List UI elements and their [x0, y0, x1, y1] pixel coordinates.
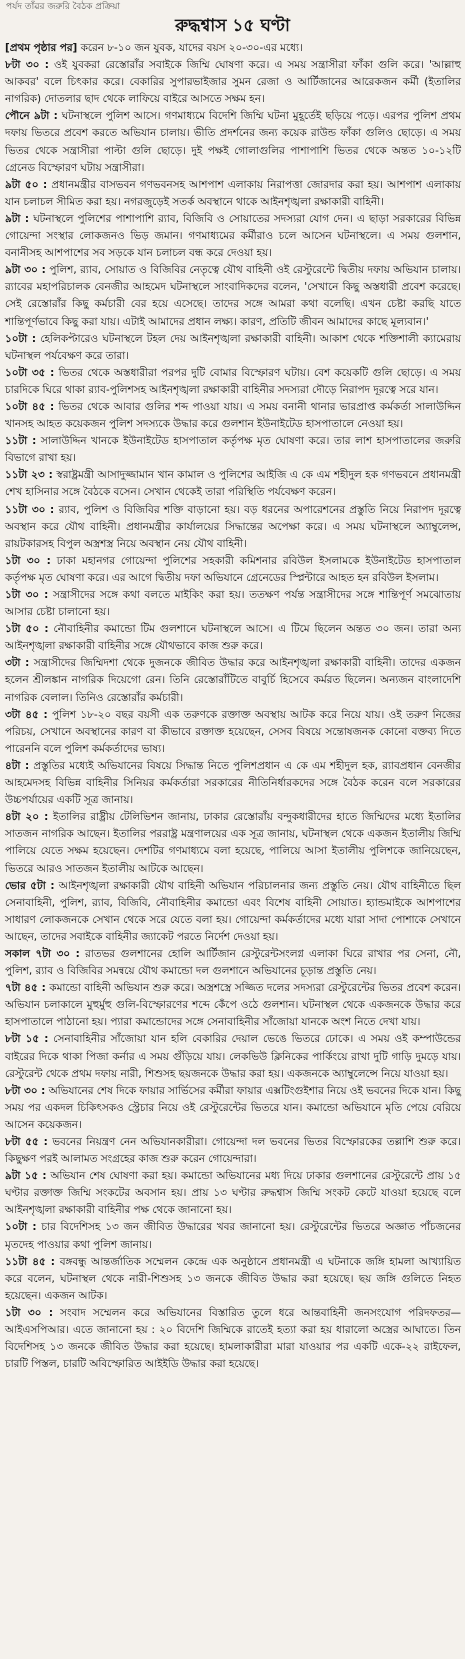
paragraph-text: সেনাবাহিনীর সাঁজোয়া যান হলি বেকারির দেয়াল ভেঙে ভিতরে ঢোকে। এ সময় ওই কম্পাউন্ডের বাইরের দিকে থাকা পিজা কর্নার এ সময় গুঁড়িয়ে যায়। লেকভিউ ক্লিনিকের পার্কিংয়ে রাখা দুটি গাড়ি দুমড়ে যায়। রেস্টুরেন্ট থেকে প্রথম দফায় নারী, শিশুসহ ছয়জনকে উদ্ধার করা হয়। একজনকে অ্যাম্বুলেন্সে নিয়ে যাওয়া হয়। — [5, 1033, 461, 1080]
article-body — [0, 40, 465, 1373]
paragraph-timestamp: ৮টা ৩০ : — [5, 1084, 46, 1097]
paragraph-text: সালাউদ্দিন খানকে ইউনাইটেড হাসপাতাল কর্তৃপক্ষ মৃত ঘোষণা করে। তার লাশ হাসপাতালের জরুরি বিভাগে রাখা হয়। — [5, 435, 461, 465]
article-paragraph — [5, 1254, 461, 1305]
article-paragraph — [5, 946, 461, 980]
article-paragraph — [5, 1134, 461, 1168]
article-paragraph — [5, 502, 461, 553]
article-paragraph — [5, 365, 461, 399]
paragraph-text: প্রধানমন্ত্রীর বাসভবন গণভবনসহ আশপাশ এলাকায় নিরাপত্তা জোরদার করা হয়। আশপাশ এলাকায় যান চলাচল সীমিত করা হয়। নগরজুড়েই সতর্ক অবস্থানে থাকে আইনশৃঙ্খলা রক্ষাকারী বাহিনী। — [5, 178, 462, 208]
paragraph-text: সন্ত্রাসীদের জিম্মিদশা থেকে দুজনকে জীবিত উদ্ধার করে আইনশৃঙ্খলা রক্ষাকারী বাহিনী। তাদের একজন হলেন শ্রীলঙ্কান নাগরিক দিয়েগো রেন। তিনি রেস্তোরাঁটিতে বাবুর্চি হিসেবে কর্মরত ছিলেন। অন্যজন বাংলাদেশি নাগরিক বেলাল। তিনিও রেস্তোরাঁর কর্মচারী। — [5, 657, 461, 704]
paragraph-timestamp: সকাল ৭টা ৩০ : — [5, 947, 80, 960]
article-paragraph — [5, 553, 461, 587]
paragraph-timestamp: ৪টা ২০ : — [5, 811, 49, 824]
paragraph-timestamp: ১টা ৩০ : — [5, 554, 51, 567]
paragraph-timestamp: পৌনে ৯টা : — [5, 110, 58, 123]
article-paragraph — [5, 57, 461, 108]
paragraph-text: আইনশৃঙ্খলা রক্ষাকারী যৌথ বাহিনী অভিযান পরিচালনার জন্য প্রস্তুতি নেয়। যৌথ বাহিনীতে ছিল সেনাবাহিনী, পুলিশ, র‍্যাব, বিজিবি, নৌবাহিনীর কমান্ডো এবং বিশেষ বাহিনী সোয়াত। হ্যান্ডমাইকে আশপাশের সাধারণ লোকজনকে সেখান থেকে সরে যেতে বলা হয়। গোয়েন্দা কর্মকর্তাদের মধ্যে যারা সাদা পোশাকে সেখানে আছেন, তাদের সবাইকে বাহিনীর জ্যাকেট পরতে নির্দেশ দেওয়া হয়। — [5, 879, 461, 943]
article-paragraph — [5, 707, 461, 758]
paragraph-text: স্বরাষ্ট্রমন্ত্রী আসাদুজ্জামান খান কামাল ও পুলিশের আইজি এ কে এম শহীদুল হক গণভবনে প্রধানমন্ত্রী শেখ হাসিনার সঙ্গে বৈঠকে বসেন। সেখান থেকেই তারা পরিস্থিতি পর্যবেক্ষণ করেন। — [5, 469, 461, 499]
headline: রুদ্ধশ্বাস ১৫ ঘণ্টা — [175, 16, 290, 36]
paragraph-text: ঘটনাস্থলে পুলিশের পাশাপাশি র‍্যাব, বিজিবি ও সোয়াতের সদস্যরা যোগ দেন। এ ছাড়া সরকারের বিভিন্ন গোয়েন্দা সংস্থার লোকজনও ভিড় জমান। গণমাধ্যমের কর্মীরাও চলে আসেন ঘটনাস্থলে। এ সময় গুলশান, বনানীসহ আশপাশের সব সড়কে যান চলাচল বন্ধ করে দেওয়া হয়। — [5, 212, 461, 260]
paragraph-timestamp: ভোর ৫টা : — [5, 879, 55, 892]
paragraph-text: ওই যুবকরা রেস্তোরাঁর সবাইকে জিম্মি ঘোষণা করে। এ সময় সন্ত্রাসীরা ফাঁকা গুলি করে। 'আল্লাহু আকবর' বলে চিৎকার করে। বেকারির সুপারভাইজার সুমন রেজা ও আর্টিজানের আরেকজন কর্মী (ইতালির নাগরিক) দোতলার ছাদ থেকে লাফিয়ে বাইরে আসতে সক্ষম হন। — [5, 59, 461, 106]
paragraph-text: ঢাকা মহানগর গোয়েন্দা পুলিশের সহকারী কমিশনার রবিউল ইসলামকে ইউনাইটেড হাসপাতাল কর্তৃপক্ষ মৃত ঘোষণা করে। এর আগে দ্বিতীয় দফা অভিযানে গ্রেনেডের স্প্লিন্টারে আহত হন রবিউল ইসলাম। — [5, 554, 461, 584]
paragraph-timestamp: ১০টা ৩৫ : — [5, 366, 55, 379]
paragraph-timestamp: ১টা ৩০ : — [5, 1306, 53, 1319]
paragraph-text: বঙ্গবন্ধু আন্তর্জাতিক সম্মেলন কেন্দ্রে এক অনুষ্ঠানে প্রধানমন্ত্রী এ ঘটনাকে জঙ্গি হামলা আখ্যায়িত করে বলেন, ঘটনাস্থল থেকে নারী-শিশুসহ ১৩ জনকে জীবিত উদ্ধার করা হয়েছে। ছয় জঙ্গি গুলিতে নিহত হয়েছেন। একজন আটক। — [5, 1255, 461, 1302]
paragraph-timestamp: ১১টা ৩০ : — [5, 503, 55, 516]
paragraph-text: পুলিশ ১৮-২০ বছর বয়সী এক তরুণকে রক্তাক্ত অবস্থায় আটক করে নিয়ে যায়। ওই তরুণ নিজের পরিচয়, সেখানে অবস্থানের কারণ বা কীভাবে রক্তাক্ত হয়েছেন, সেসব বিষয়ে সন্তোষজনক কোনো বক্তব্য দিতে পারেননি বলে পুলিশ কর্মকর্তাদের ভাষ্য। — [5, 708, 461, 755]
paragraph-timestamp: ৭টা ৪৫ : — [5, 982, 46, 995]
paragraph-timestamp: ১০টা ৪৫ : — [5, 400, 55, 413]
paragraph-text: হেলিকপ্টারেও ঘটনাস্থলে টহল দেয় আইনশৃঙ্খলা রক্ষাকারী বাহিনী। আকাশ থেকে শক্তিশালী ক্যামেরায় ঘটনাস্থল পর্যবেক্ষণ করে তারা। — [5, 332, 462, 362]
paragraph-timestamp: ৩টা : — [5, 657, 30, 670]
paragraph-text: ভিতর থেকে অস্তধারীরা পরপর দুটি বোমার বিস্ফোরণ ঘটায়। বেশ কয়েকটি গুলি ছোড়ে। এ সময় চারদিকে ঘিরে থাকা র‍্যাব-পুলিশসহ আইনশৃঙ্খলা রক্ষাকারী বাহিনীর সদস্যরা দৌড়ে নিরাপদ দূরত্বে সরে যান। — [5, 366, 462, 396]
article-paragraph — [5, 467, 461, 501]
paragraph-timestamp: ৩টা ৪৫ : — [5, 708, 48, 721]
paragraph-timestamp: ৮টা ১৫ : — [5, 1033, 49, 1046]
article-paragraph — [5, 587, 461, 621]
paragraph-timestamp: ১০টা : — [5, 1221, 37, 1234]
article-paragraph — [5, 262, 461, 330]
paragraph-text: ঘটনাস্থলে পুলিশ আসে। গণমাধ্যমে বিদেশি জিম্মি ঘটনা মুহূর্তেই ছড়িয়ে পড়ে। এরপর পুলিশ প্রথম দফায় ভিতরে প্রবেশ করতে অভিযান চালায়। ভীতি প্রদর্শনের জন্য কয়েক রাউন্ড ফাঁকা গুলিও ছোড়ে। এ সময় ভিতর থেকে সন্ত্রাসীরা পাল্টা গুলি ছোড়ে। দুই পক্ষই গোলাগুলির পাশাপাশি ভিতর থেকে অন্তত ১০-১২টি গ্রেনেড বিস্ফোরণ ঘটায় সন্ত্রাসীরা। — [5, 110, 461, 174]
paragraph-timestamp: ১১টা ২৩ : — [5, 469, 53, 482]
paragraph-timestamp: [প্রথম পৃষ্ঠার পর] — [5, 42, 78, 54]
paragraph-timestamp: ৯টা ৩০ : — [5, 264, 46, 277]
article-paragraph — [5, 108, 461, 176]
article-paragraph — [5, 1305, 461, 1373]
article-paragraph — [5, 758, 461, 809]
paragraph-timestamp: ৮টা ৫৫ : — [5, 1136, 48, 1148]
paragraph-text: করেন ৮-১০ জন যুবক, যাদের বয়স ২০-৩০-এর মধ্যে। — [77, 42, 303, 54]
paragraph-text: চার বিদেশিসহ ১৩ জন জীবিত উদ্ধারের খবর জানানো হয়। রেস্টুরেন্টের ভিতরে অজ্ঞাত পাঁচজনের মৃতদেহ পাওয়ার কথা পুলিশ জানায়। — [5, 1221, 461, 1251]
paragraph-text: পুলিশ, র‍্যাব, সোয়াত ও বিজিবির নেতৃত্বে যৌথ বাহিনী ওই রেস্টুরেন্টে দ্বিতীয় দফায় অভিযান চালায়। র‍্যাবের মহাপরিচালক বেনজীর আহমেদ ঘটনাস্থলে সাংবাদিকদের বলেন, 'সেখানে কিছু অস্তধারী প্রবেশ করেছে। সেই রেস্তোরাঁর কিছু কর্মচারী বের হয়ে এসেছে। তাদের সঙ্গে আমরা কথা বলেছি। এখন চেষ্টা করছি যাতে শান্তিপূর্ণভাবে কিছু করা যায়। এটাই আমাদের প্রধান লক্ষ্য। কারণ, প্রতিটি জীবন আমাদের কাছে মূল্যবান।' — [5, 264, 461, 328]
article-paragraph — [5, 433, 461, 467]
paragraph-text: রাতভর গুলশানের হোলি আর্টিজান রেস্টুরেন্টসংলগ্ন এলাকা ঘিরে রাখার পর সেনা, নৌ, পুলিশ, র‍্যাব ও বিজিবির সমন্বয়ে যৌথ কমান্ডো দল গুলশানে অভিযানের চূড়ান্ত প্রস্তুতি নেয়। — [5, 947, 461, 978]
paragraph-timestamp: ১১টা : — [5, 435, 37, 448]
paragraph-text: র‍্যাব, পুলিশ ও বিজিবির শক্তি বাড়ানো হয়। বড় ধরনের অপারেশনের প্রস্তুতি নিয়ে নিরাপদ দূরত্বে অবস্থান করে যৌথ বাহিনী। প্রধানমন্ত্রীর কার্যালয়ের সিদ্ধান্তের অপেক্ষা করে। এ সময় ঘটনাস্থলে অ্যাম্বুলেন্স, রায়টকারসহ বিপুল অস্ত্রশস্ত্র নিয়ে অবস্থান নেয় যৌথ বাহিনী। — [5, 503, 461, 550]
paragraph-timestamp: ৯টা ৫০ : — [5, 178, 48, 191]
paragraph-text: ইতালির রাষ্ট্রীয় টেলিভিশন জানায়, ঢাকার রেস্তোরাঁয় বন্দুকধারীদের হাতে জিম্মিদের মধ্যে ইতালির সাতজন নাগরিক আছেন। ইতালির পররাষ্ট্র মন্ত্রণালয়ের এক সূত্র জানায়, ঘটনাস্থল থেকে একজন ইতালীয় জিম্মি পালিয়ে যেতে সক্ষম হয়েছেন। দেশটির গণমাধ্যমে বলা হয়েছে, পালিয়ে আসা ইতালীয় পুলিশকে জানিয়েছেন, ভিতরে আরও সাতজন ইতালীয় আটকে আছেন। — [5, 811, 462, 875]
paragraph-timestamp: ৮টা ৩০ : — [5, 59, 49, 72]
article-paragraph — [5, 399, 461, 433]
paragraph-text: ভিতর থেকে আবার গুলির শব্দ পাওয়া যায়। এ সময় বনানী থানার ভারপ্রাপ্ত কর্মকর্তা সালাউদ্দিন খানসহ আহত কয়েকজন পুলিশ সদস্যকে উদ্ধার করে গুলশান ইউনাইটেড হাসপাতালে নেওয়া হয়। — [5, 400, 461, 431]
paragraph-timestamp: ১টা ৩০ : — [5, 589, 49, 601]
paragraph-text: সন্ত্রাসীদের সঙ্গে কথা বলতে মাইকিং করা হয়। ততক্ষণ পর্যন্ত সন্ত্রাসীদের সঙ্গে শান্তিপূর্ণ সমঝোতায় আসার চেষ্টা চালানো হয়। — [5, 589, 461, 619]
paragraph-timestamp: ১১টা ৪৫ : — [5, 1255, 55, 1268]
paragraph-text: অভিযান শেষ ঘোষণা করা হয়। কমান্ডো অভিযানের মধ্য দিয়ে ঢাকার গুলশানের রেস্টুরেন্টে প্রায় ১৫ ঘণ্টার রক্তাক্ত জিম্মি সংকটের অবসান হয়। প্রায় ১৩ ঘণ্টার রুদ্ধশ্বাস জিম্মি সংকট কেটে যাওয়া হয়েছে বলে আইনশৃঙ্খলা রক্ষাকারী বাহিনীর পক্ষ থেকে জানানো হয়। — [5, 1170, 462, 1217]
article-paragraph — [5, 1083, 461, 1134]
paragraph-timestamp: ১০টা : — [5, 332, 36, 345]
article-paragraph — [5, 809, 461, 877]
article-paragraph — [5, 980, 461, 1031]
paragraph-text: সংবাদ সম্মেলন করে অভিযানের বিস্তারিত তুলে ধরে আন্তবাহিনী জনসংযোগ পরিদফতর—আইএসপিআর। এতে জানানো হয় : ২০ বিদেশি জিম্মিকে রাতেই হত্যা করা হয় ধারালো অস্ত্রের আঘাতে। তিন বিদেশিসহ ১৩ জনকে জীবিত উদ্ধার করা হয়েছে। হামলাকারীরা মারা যাওয়ার পর একটি একে-২২ রাইফেল, চারটি পিস্তল, চারটি অবিস্ফোরিত আইইডি উদ্ধার করা হয়েছে। — [5, 1306, 461, 1371]
article-paragraph — [5, 177, 461, 211]
article-paragraph — [5, 331, 461, 365]
paragraph-timestamp: ৯টা : — [5, 212, 30, 225]
article-paragraph — [5, 655, 461, 706]
article-paragraph — [5, 621, 461, 655]
article-paragraph — [5, 1168, 461, 1219]
article-paragraph — [5, 211, 461, 262]
paragraph-text: অভিযানের শেষ দিকে ফায়ার সার্ভিসের কর্মীরা ফায়ার এক্সটিংগুইশার নিয়ে ওই ভবনের দিকে যান। কিছু সময় পর একদল চিকিৎসকও স্ট্রেচার নিয়ে ওই রেস্টুরেন্টের ভিতরে যান। কমান্ডো অভিযানে মৃতি পেয়ে বেরিয়ে আসেন কয়েকজন। — [5, 1084, 461, 1131]
paragraph-timestamp: ৯টা ১৫ : — [5, 1170, 47, 1183]
paragraph-text: প্রস্তুতির মধ্যেই অভিযানের বিষয়ে সিদ্ধান্ত নিতে পুলিশপ্রধান এ কে এম শহীদুল হক, র‍্যাবপ্রধান বেনজীর আহমেদসহ বিভিন্ন বাহিনীর সিনিয়র কর্মকর্তারা সরকারের নীতিনির্ধারকদের সঙ্গে বৈঠক করেন বলে সরকারের উচ্চপর্যায়ের একটি সূত্র জানায়। — [5, 759, 461, 807]
paragraph-text: নৌবাহিনীর কমান্ডো টিম গুলশানে ঘটনাস্থলে আসে। এ টিমে ছিলেন অন্তত ৩০ জন। তারা অন্য আইনশৃঙ্খলা রক্ষাকারী বাহিনীর সঙ্গে যৌথভাবে কাজ শুরু করে। — [5, 623, 461, 653]
article-paragraph — [5, 1031, 461, 1082]
article-paragraph — [5, 878, 461, 946]
paragraph-text: কমান্ডো বাহিনী অভিযান শুরু করে। অস্ত্রশস্ত্রে সজ্জিত দলের সদস্যরা রেস্টুরেন্টের ভিতর প্রবেশ করেন। অভিযান চলাকালে মুহুর্মুহু গুলি-বিস্ফোরণের শব্দে কেঁপে ওঠে গুলশান। ঘটনাস্থল থেকে একজনকে উদ্ধার করে হাসপাতালে পাঠানো হয়। প্যারা কমান্ডোদের সঙ্গে সেনাবাহিনীর সাঁজোয়া যানকে অংশ নিতে দেখা যায়। — [5, 982, 461, 1029]
article-paragraph — [5, 40, 461, 57]
paragraph-text: ভবনের নিয়ন্ত্রণ নেন অভিযানকারীরা। গোয়েন্দা দল ভবনের ভিতর বিস্ফোরকের তল্লাশি শুরু করে। কিছুক্ষণ পরই আলামত সংগ্রহের কাজ শুরু করেন গোয়েন্দারা। — [5, 1136, 461, 1166]
article-paragraph — [5, 1219, 461, 1253]
paragraph-timestamp: ৪টা : — [5, 759, 30, 772]
top-strip: পৰ্যদ তাঁৱর জরুরি বৈঠক প্রক্রিয়া — [6, 2, 121, 12]
paragraph-timestamp: ১টা ৫০ : — [5, 623, 49, 636]
